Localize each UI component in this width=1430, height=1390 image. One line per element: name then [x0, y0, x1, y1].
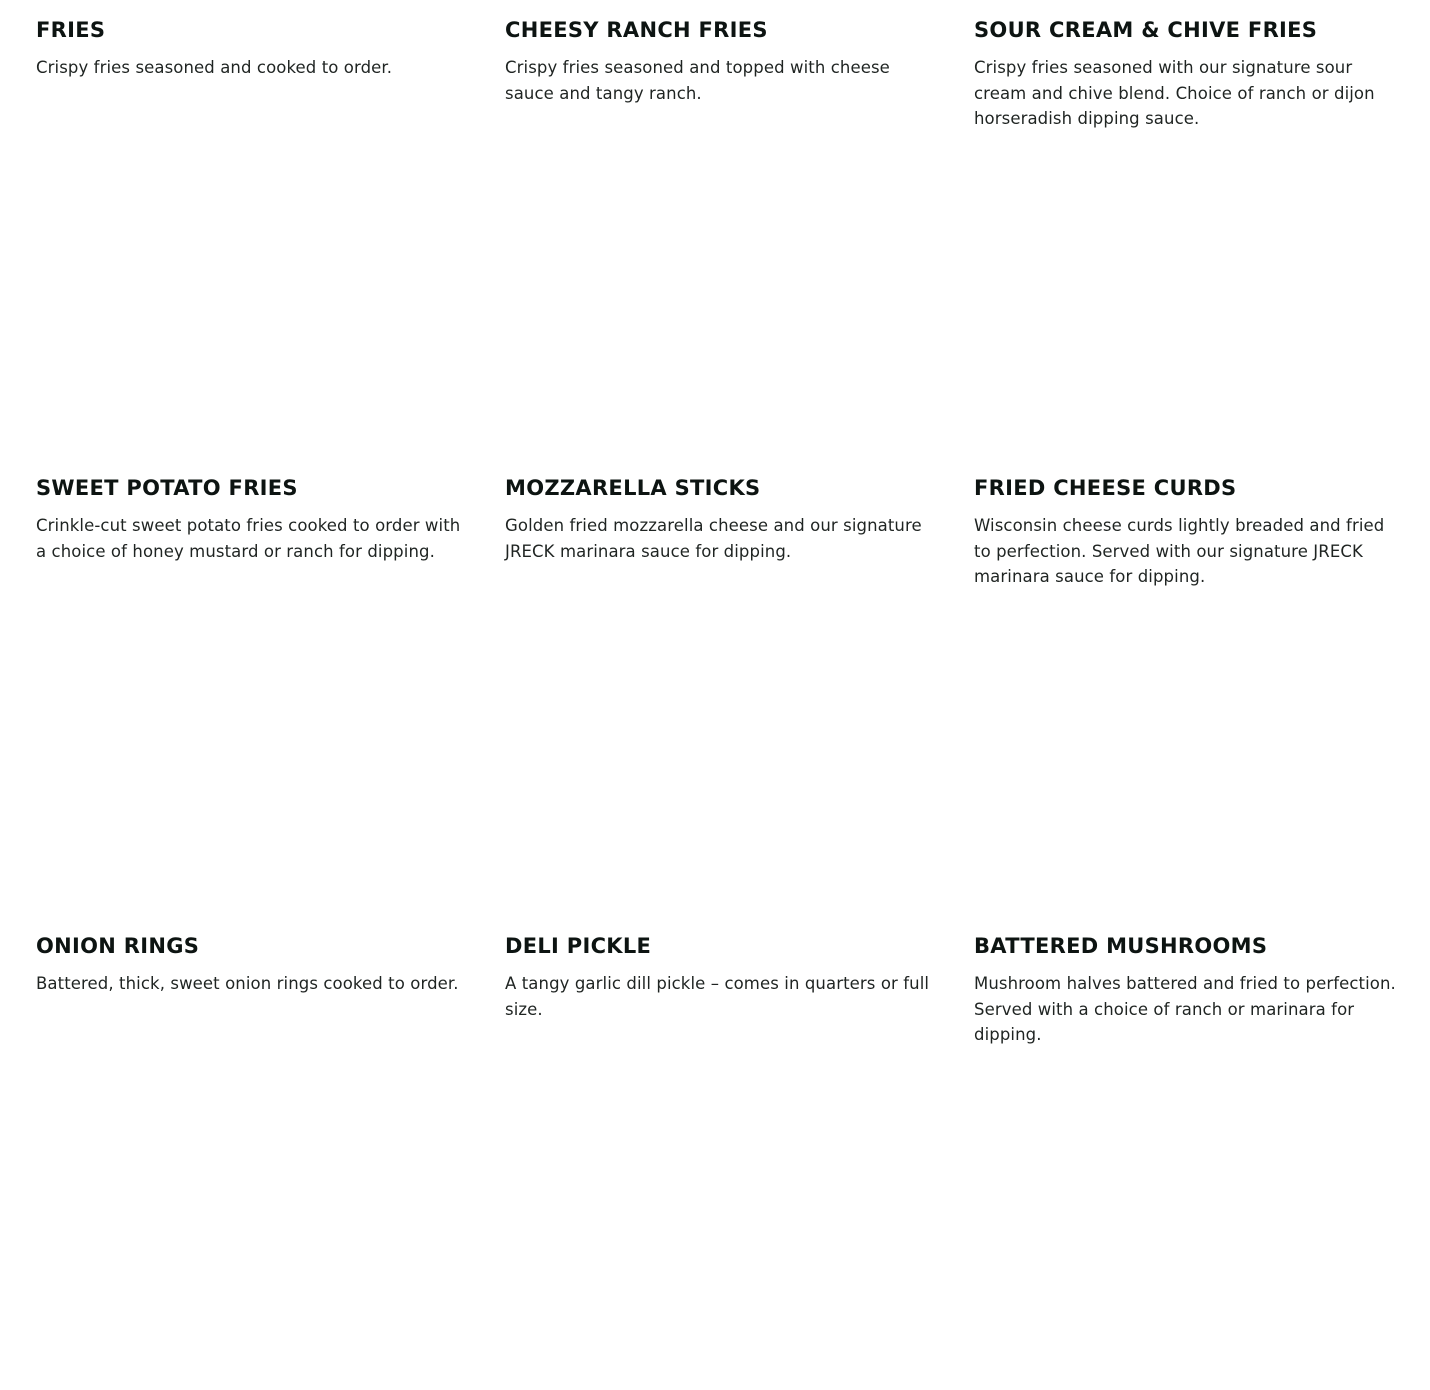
- item-description: Golden fried mozzarella cheese and our signature JRECK marinara sauce for dipping.: [505, 516, 922, 561]
- item-description: Wisconsin cheese curds lightly breaded and fried to perfection. Served with our signature JRECK marinara sauce for dipping.: [974, 516, 1385, 586]
- menu-item-battered-mushrooms[interactable]: [974, 932, 1419, 1390]
- item-title: BATTERED MUSHROOMS: [974, 934, 1268, 958]
- item-description: Crispy fries seasoned with our signature sour cream and chive blend. Choice of ranch or dijon horseradish dipping sauce.: [974, 58, 1375, 128]
- item-description: Mushroom halves battered and fried to perfection. Served with a choice of ranch or marinara for dipping.: [974, 974, 1396, 1044]
- menu-item-onion-rings[interactable]: [36, 932, 481, 1390]
- item-description: Crinkle-cut sweet potato fries cooked to order with a choice of honey mustard or ranch for dipping.: [36, 516, 461, 561]
- menu-item-mozzarella-sticks[interactable]: [505, 474, 950, 932]
- item-description: Battered, thick, sweet onion rings cooked to order.: [36, 974, 459, 993]
- item-title: CHEESY RANCH FRIES: [505, 18, 768, 42]
- menu-item-fried-cheese-curds[interactable]: [974, 474, 1419, 932]
- menu-item-sour-cream-chive-fries[interactable]: [974, 16, 1419, 474]
- item-title: FRIES: [36, 18, 106, 42]
- menu-item-fries[interactable]: [36, 16, 481, 474]
- item-description: Crispy fries seasoned and cooked to order.: [36, 58, 393, 77]
- item-title: DELI PICKLE: [505, 934, 652, 958]
- item-description: Crispy fries seasoned and topped with cheese sauce and tangy ranch.: [505, 58, 890, 103]
- item-title: ONION RINGS: [36, 934, 200, 958]
- item-title: SWEET POTATO FRIES: [36, 476, 298, 500]
- item-title: MOZZARELLA STICKS: [505, 476, 761, 500]
- item-title: FRIED CHEESE CURDS: [974, 476, 1237, 500]
- menu-item-cheesy-ranch-fries[interactable]: [505, 16, 950, 474]
- menu-item-sweet-potato-fries[interactable]: [36, 474, 481, 932]
- item-title: SOUR CREAM & CHIVE FRIES: [974, 18, 1318, 42]
- menu-item-deli-pickle[interactable]: [505, 932, 950, 1390]
- item-description: A tangy garlic dill pickle – comes in quarters or full size.: [505, 974, 930, 1019]
- menu-grid: [36, 16, 1426, 1390]
